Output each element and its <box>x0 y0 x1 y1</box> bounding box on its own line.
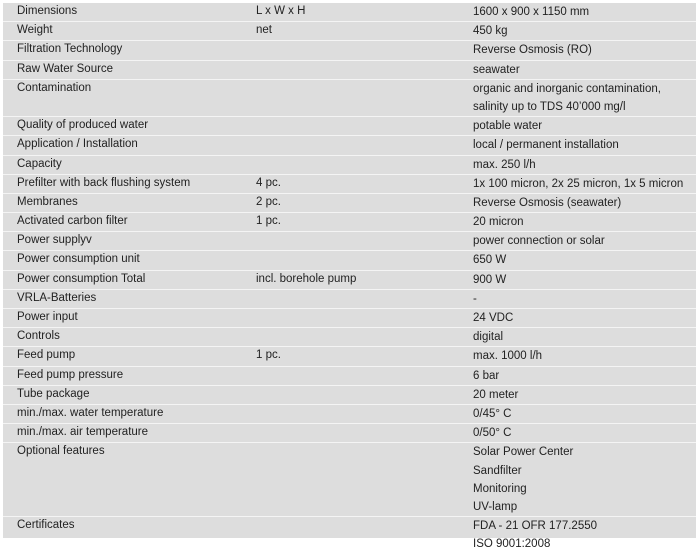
spec-row <box>3 289 696 308</box>
spec-value-line: - <box>473 292 477 305</box>
spec-detail <box>242 517 441 553</box>
spec-detail <box>242 155 441 174</box>
spec-value <box>441 3 696 22</box>
spec-value-line: power connection or solar <box>473 235 605 248</box>
spec-row <box>3 174 696 193</box>
spec-value <box>441 22 696 41</box>
spec-row <box>3 443 696 517</box>
spec-row <box>3 404 696 423</box>
spec-detail: incl. borehole pump <box>242 270 441 289</box>
spec-row <box>3 232 696 251</box>
spec-value-line: ISO 9001:2008 <box>473 538 551 551</box>
spec-row <box>3 79 696 116</box>
spec-detail: 1 pc. <box>242 213 441 232</box>
spec-detail <box>242 251 441 270</box>
spec-row <box>3 251 696 270</box>
spec-value <box>441 155 696 174</box>
spec-value-line: 6 bar <box>473 369 500 382</box>
spec-label: Feed pump <box>3 347 242 366</box>
spec-value-line: 1600 x 900 x 1150 mm <box>473 6 590 18</box>
spec-label: Application / Installation <box>3 136 242 155</box>
spec-row <box>3 213 696 232</box>
spec-table <box>3 3 696 553</box>
spec-label: Power input <box>3 309 242 328</box>
spec-value-line: Reverse Osmosis (RO) <box>473 44 592 57</box>
spec-value <box>441 193 696 212</box>
spec-value-line: 900 W <box>473 273 507 286</box>
spec-label: Certificates <box>17 519 75 532</box>
spec-row <box>3 347 696 366</box>
spec-label: Activated carbon filter <box>3 213 242 232</box>
spec-value-line: Sandfilter <box>473 464 522 477</box>
spec-row <box>3 270 696 289</box>
spec-row <box>3 193 696 212</box>
spec-row <box>3 309 696 328</box>
spec-detail <box>242 404 441 423</box>
spec-value <box>441 136 696 155</box>
spec-value <box>441 117 696 136</box>
spec-detail <box>242 41 441 60</box>
spec-detail: 2 pc. <box>242 193 441 212</box>
spec-value-line: max. 250 l/h <box>473 158 536 171</box>
spec-detail: L x W x H <box>242 3 441 22</box>
spec-detail <box>242 309 441 328</box>
spec-row <box>3 517 696 553</box>
spec-row <box>3 155 696 174</box>
spec-label: Quality of produced water <box>3 117 242 136</box>
spec-detail <box>242 424 441 443</box>
spec-value-line: FDA - 21 OFR 177.2550 <box>473 520 598 533</box>
spec-value <box>441 404 696 423</box>
spec-row <box>3 22 696 41</box>
spec-value <box>441 443 696 517</box>
spec-value <box>441 60 696 79</box>
spec-row <box>3 117 696 136</box>
spec-value <box>441 289 696 308</box>
spec-label: Power consumption unit <box>3 251 242 270</box>
spec-label: min./max. air temperature <box>3 424 242 443</box>
spec-label: Power supplyv <box>3 232 242 251</box>
spec-label: Contamination <box>3 79 242 116</box>
spec-sheet <box>3 3 696 551</box>
spec-value-line: 20 meter <box>473 388 519 401</box>
spec-value-line: digital <box>473 331 504 344</box>
spec-label: Raw Water Source <box>3 60 242 79</box>
spec-row <box>3 366 696 385</box>
spec-detail: 4 pc. <box>242 174 441 193</box>
spec-value-line: organic and inorganic contamination, <box>473 82 661 95</box>
spec-row <box>3 136 696 155</box>
spec-value <box>441 517 696 553</box>
spec-label: Membranes <box>3 193 242 212</box>
spec-label: Dimensions <box>3 3 242 22</box>
spec-detail <box>242 366 441 385</box>
spec-table-body <box>3 3 696 553</box>
spec-label: Weight <box>3 22 242 41</box>
spec-value-line: 20 micron <box>473 216 524 229</box>
spec-label: Power consumption Total <box>3 270 242 289</box>
spec-value-line: potable water <box>473 120 543 133</box>
spec-detail <box>242 232 441 251</box>
spec-value-line: 1x 100 micron, 2x 25 micron, 1x 5 micron <box>473 177 684 190</box>
spec-row <box>3 385 696 404</box>
spec-detail <box>242 136 441 155</box>
spec-value-line: 0/45° C <box>473 407 512 420</box>
spec-label: Tube package <box>3 385 242 404</box>
spec-value-line: salinity up to TDS 40’000 mg/l <box>473 100 626 113</box>
spec-value <box>441 232 696 251</box>
spec-value <box>441 270 696 289</box>
spec-label: Controls <box>3 328 242 347</box>
spec-value-line: seawater <box>473 63 520 76</box>
spec-value <box>441 347 696 366</box>
spec-label: VRLA-Batteries <box>3 289 242 308</box>
spec-detail <box>242 79 441 116</box>
spec-row <box>3 41 696 60</box>
spec-value-line: 650 W <box>473 254 507 267</box>
spec-label: Feed pump pressure <box>3 366 242 385</box>
spec-value-line: 450 kg <box>473 25 508 38</box>
spec-value <box>441 366 696 385</box>
spec-detail: 1 pc. <box>242 347 441 366</box>
spec-label: min./max. water temperature <box>3 404 242 423</box>
spec-detail <box>242 117 441 136</box>
spec-value-line: Reverse Osmosis (seawater) <box>473 196 622 209</box>
spec-detail: net <box>242 22 441 41</box>
spec-row <box>3 60 696 79</box>
spec-value <box>441 385 696 404</box>
spec-value-line: 24 VDC <box>473 312 514 324</box>
spec-value-line: max. 1000 l/h <box>473 350 543 363</box>
spec-value-line: Monitoring <box>473 482 527 495</box>
spec-detail <box>242 60 441 79</box>
spec-value <box>441 79 696 116</box>
spec-row <box>3 3 696 22</box>
spec-detail <box>242 289 441 308</box>
spec-value <box>441 174 696 193</box>
spec-label: Optional features <box>3 443 242 517</box>
spec-value <box>441 251 696 270</box>
spec-label: Filtration Technology <box>3 41 242 60</box>
spec-detail <box>242 385 441 404</box>
spec-value <box>441 213 696 232</box>
spec-row <box>3 328 696 347</box>
spec-value-line: Solar Power Center <box>473 446 574 459</box>
spec-label: Prefilter with back flushing system <box>3 174 242 193</box>
spec-value-line: UV-lamp <box>473 500 518 513</box>
spec-value-line: local / permanent installation <box>473 139 619 152</box>
spec-value <box>441 424 696 443</box>
spec-row <box>3 424 696 443</box>
spec-label: Capacity <box>3 155 242 174</box>
spec-detail <box>242 443 441 517</box>
spec-value <box>441 328 696 347</box>
spec-value <box>441 41 696 60</box>
spec-value <box>441 309 696 328</box>
spec-detail <box>242 328 441 347</box>
spec-value-line: 0/50° C <box>473 427 512 440</box>
